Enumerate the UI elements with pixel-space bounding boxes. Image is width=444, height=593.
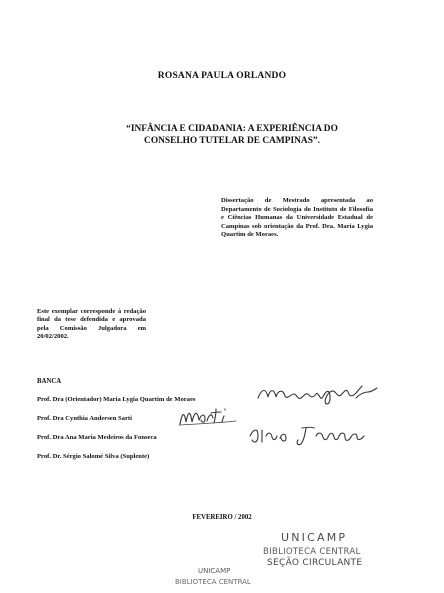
library-stamp-line: BIBLIOTECA CENTRAL xyxy=(175,578,251,586)
banca-label: BANCA xyxy=(37,378,62,385)
date: FEVEREIRO / 2002 xyxy=(192,514,252,521)
banca-member: Prof. Dra (Orientador) Maria Lygia Quartim de Moraes xyxy=(37,396,196,403)
banca-member: Prof. Dr. Sérgio Salomé Silva (Suplente) xyxy=(37,453,150,460)
banca-member: Prof. Dra Cynthia Andersen Sarti xyxy=(37,415,132,422)
library-stamp-line: SEÇÃO CIRCULANTE xyxy=(267,558,363,568)
thesis-title: “INFÂNCIA E CIDADANIA: A EXPERIÊNCIA DO CONSELHO TUTELAR DE CAMPINAS”. xyxy=(126,124,338,146)
banca-member: Prof. Dra Ana Maria Medeiros da Fonseca xyxy=(37,434,157,441)
approval-note: Este exemplar corresponde à redação final da tese defendida e aprovada pela Comissão Julgadora em 20/02/2002. xyxy=(37,308,146,341)
signature-moraes xyxy=(256,380,381,406)
signature-sarti xyxy=(178,404,240,428)
author-name: ROSANA PAULA ORLANDO xyxy=(157,71,287,81)
dissertation-note: Dissertação de Mestrado apresentada ao Departamento de Sociologia do Instituto de Filosofia e Ciências Humanas da Universidade Estadual de Campinas sob orientação da Prof. Dra. Maria Lygia Quartim de Moraes. xyxy=(221,197,373,239)
signature-fonseca xyxy=(246,422,372,448)
library-stamp-line: UNICAMP xyxy=(198,567,231,575)
library-stamp-line: UNICAMP xyxy=(281,531,348,544)
library-stamp-line: BIBLIOTECA CENTRAL xyxy=(263,547,361,557)
